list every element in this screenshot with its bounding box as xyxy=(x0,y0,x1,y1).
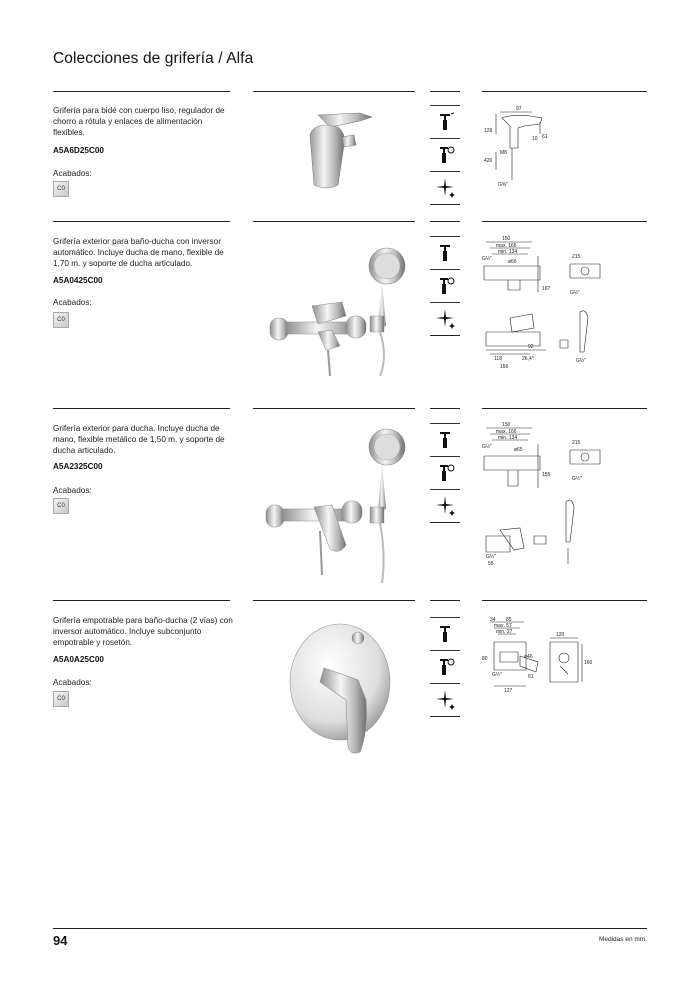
dim-max: max. 57 xyxy=(494,623,512,629)
dim-55: 55 xyxy=(488,561,494,567)
dim-min: min. 134 xyxy=(498,435,518,441)
bidet-faucet-photo xyxy=(290,105,380,195)
faucet-icon xyxy=(430,236,460,267)
dim-diameter: ø46 xyxy=(524,654,533,660)
divider xyxy=(430,204,460,205)
dim-max: max. 166 xyxy=(496,429,517,435)
divider xyxy=(482,221,647,222)
finish-swatch[interactable]: C0 xyxy=(53,691,69,707)
product-description: Grifería empotrable para baño-ducha (2 vías) con inversor automático. Incluye subconjunto empotrable y rosetón. xyxy=(53,616,233,647)
dim-155: 155 xyxy=(542,472,551,478)
dim-160: 160 xyxy=(584,660,593,666)
flow-icon xyxy=(430,138,460,169)
finishes-label: Acabados: xyxy=(53,486,92,495)
dim-61: 61 xyxy=(528,674,534,680)
divider xyxy=(253,600,415,601)
product-code: A5A0425C00 xyxy=(53,276,103,285)
dim-215: 215 xyxy=(572,254,581,260)
dim-61: 61 xyxy=(542,134,548,140)
dim-thread: G½" xyxy=(482,444,492,450)
product-code: A5A0A25C00 xyxy=(53,655,104,664)
dim-34: 34 xyxy=(490,617,496,623)
product-code: A5A2325C00 xyxy=(53,462,103,471)
dim-thread-3: G½" xyxy=(576,358,586,364)
dim-thread: G⅜" xyxy=(498,182,508,188)
divider xyxy=(430,91,460,92)
finish-swatch[interactable]: C0 xyxy=(53,312,69,328)
dim-156: 156 xyxy=(500,364,509,370)
dim-167: 167 xyxy=(542,286,551,292)
dim-92: 92 xyxy=(528,344,534,350)
divider xyxy=(430,335,460,336)
divider xyxy=(253,91,415,92)
flow-icon xyxy=(430,456,460,487)
product-description: Grifería exterior para baño-ducha con inversor automático. Incluye ducha de mano, flexible de 1,70 m. y soporte de ducha articulado. xyxy=(53,237,224,268)
dim-thread: G½" xyxy=(492,672,502,678)
dim-height: 128 xyxy=(484,128,493,134)
shower-mixer-photo xyxy=(262,425,422,585)
product-code: A5A6D25C00 xyxy=(53,146,104,155)
dim-118: 118 xyxy=(494,356,502,362)
dim-diameter: ø66 xyxy=(508,259,517,265)
footer-note: Medidas en mm. xyxy=(598,936,647,943)
dim-127: 127 xyxy=(504,688,513,694)
dim-120: 120 xyxy=(556,632,565,638)
dim-85: 85 xyxy=(506,617,512,623)
sparkle-icon xyxy=(430,302,460,333)
dim-min: min. 27 xyxy=(496,629,513,635)
dim-max: max. 166 xyxy=(496,243,517,249)
divider xyxy=(253,221,415,222)
divider xyxy=(53,91,230,92)
finishes-label: Acabados: xyxy=(53,169,92,178)
dim-420: 420 xyxy=(484,158,493,164)
dim-thread: G½" xyxy=(482,256,492,262)
built-in-technical-drawing xyxy=(480,612,600,694)
dim-width: 97 xyxy=(516,106,522,112)
divider xyxy=(253,408,415,409)
faucet-icon xyxy=(430,423,460,454)
faucet-icon xyxy=(430,617,460,648)
finish-swatch[interactable]: C0 xyxy=(53,181,69,197)
dim-10: 10 xyxy=(532,136,538,142)
divider xyxy=(430,522,460,523)
dim-thread-2: G½" xyxy=(572,476,582,482)
product-description: Grifería exterior para ducha. Incluye ducha de mano, flexible metálico de 1,50 m. y soporte de ducha articulado. xyxy=(53,424,225,455)
dim-m8: M8 xyxy=(500,150,507,156)
bidet-technical-drawing xyxy=(482,100,582,190)
divider xyxy=(482,91,647,92)
page-number: 94 xyxy=(53,933,68,948)
flow-icon xyxy=(430,650,460,681)
divider xyxy=(430,600,460,601)
footer-divider xyxy=(53,928,647,929)
divider xyxy=(53,408,230,409)
divider xyxy=(482,408,647,409)
divider xyxy=(482,600,647,601)
dim-150: 150 xyxy=(502,422,511,428)
divider xyxy=(53,221,230,222)
sparkle-icon xyxy=(430,489,460,520)
page-title: Colecciones de grifería / Alfa xyxy=(53,50,254,67)
shower-technical-drawing xyxy=(480,418,605,570)
bath-shower-mixer-photo xyxy=(262,236,422,386)
dim-diameter: ø65 xyxy=(514,447,523,453)
divider xyxy=(430,408,460,409)
dim-thread-2: G½" xyxy=(570,290,580,296)
divider xyxy=(53,600,230,601)
sparkle-icon xyxy=(430,683,460,714)
dim-150: 150 xyxy=(502,236,511,242)
faucet-icon xyxy=(430,105,460,136)
dim-angle: 26,4° xyxy=(522,356,534,362)
sparkle-icon xyxy=(430,171,460,202)
finish-swatch[interactable]: C0 xyxy=(53,498,69,514)
divider xyxy=(430,716,460,717)
finishes-label: Acabados: xyxy=(53,298,92,307)
built-in-mixer-photo xyxy=(280,620,400,755)
product-description: Grifería para bidé con cuerpo liso, regulador de chorro a rótula y enlaces de alimentación flexibles. xyxy=(53,106,225,137)
dim-215: 215 xyxy=(572,440,581,446)
dim-80: 80 xyxy=(482,656,488,662)
dim-thread-3: G½" xyxy=(486,554,496,560)
divider xyxy=(430,221,460,222)
flow-icon xyxy=(430,269,460,300)
finishes-label: Acabados: xyxy=(53,678,92,687)
bath-shower-technical-drawing xyxy=(480,232,605,380)
dim-min: min. 134 xyxy=(498,249,518,255)
